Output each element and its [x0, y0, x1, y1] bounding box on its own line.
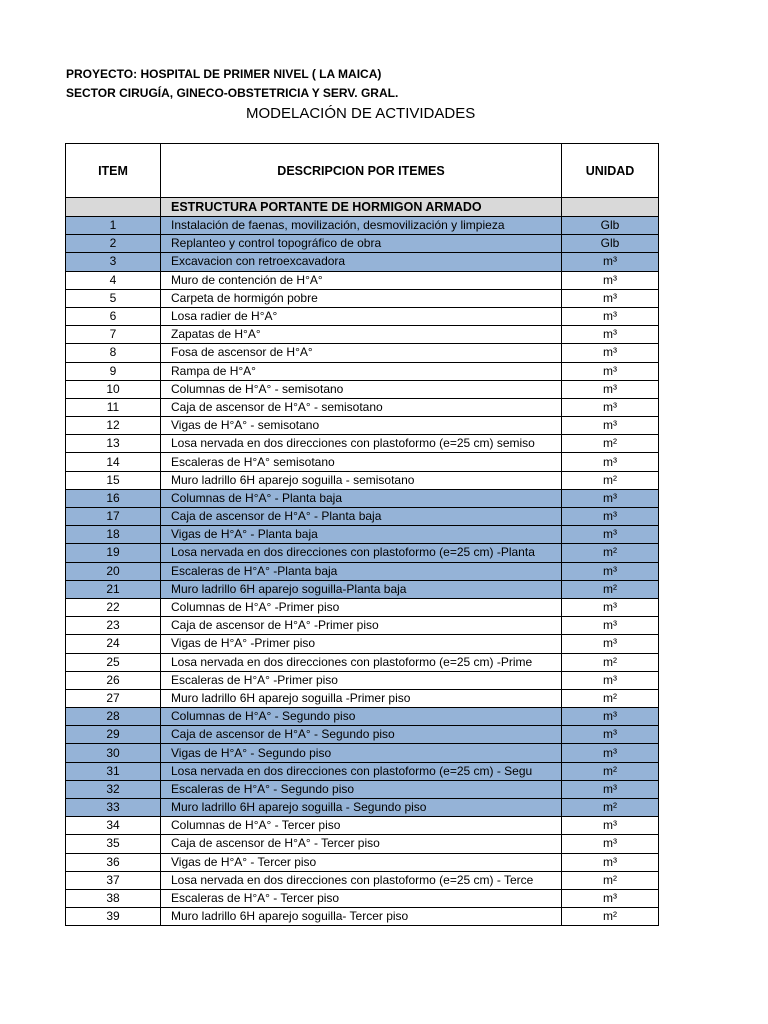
description-cell: Escaleras de H°A° - Tercer piso	[161, 889, 562, 907]
unit-cell: m³	[562, 817, 659, 835]
item-cell: 21	[66, 580, 161, 598]
item-cell: 22	[66, 598, 161, 616]
unit-cell: m²	[562, 471, 659, 489]
section-empty-cell	[66, 198, 161, 217]
item-cell: 18	[66, 526, 161, 544]
description-cell: Muro ladrillo 6H aparejo soguilla - semisotano	[161, 471, 562, 489]
table-row	[66, 762, 659, 780]
item-cell: 25	[66, 653, 161, 671]
section-empty-cell	[562, 198, 659, 217]
description-cell: Vigas de H°A° - semisotano	[161, 417, 562, 435]
item-cell: 11	[66, 398, 161, 416]
description-cell: Caja de ascensor de H°A° -Primer piso	[161, 617, 562, 635]
table-row	[66, 544, 659, 562]
unit-cell: m³	[562, 853, 659, 871]
unit-cell: m³	[562, 508, 659, 526]
item-cell: 26	[66, 671, 161, 689]
table-row	[66, 653, 659, 671]
table-row	[66, 344, 659, 362]
item-cell: 3	[66, 253, 161, 271]
description-cell: Columnas de H°A° - semisotano	[161, 380, 562, 398]
unit-cell: m²	[562, 689, 659, 707]
item-cell: 2	[66, 235, 161, 253]
description-cell: Losa nervada en dos direcciones con plastoformo (e=25 cm) semiso	[161, 435, 562, 453]
item-cell: 20	[66, 562, 161, 580]
description-cell: Escaleras de H°A° - Segundo piso	[161, 780, 562, 798]
table-header-row	[66, 144, 659, 198]
table-row	[66, 562, 659, 580]
unit-cell: m³	[562, 398, 659, 416]
unit-cell: m³	[562, 726, 659, 744]
item-cell: 13	[66, 435, 161, 453]
description-cell: Losa nervada en dos direcciones con plastoformo (e=25 cm) -Prime	[161, 653, 562, 671]
unit-cell: Glb	[562, 235, 659, 253]
item-cell: 39	[66, 908, 161, 926]
description-cell: Muro de contención de H°A°	[161, 271, 562, 289]
item-cell: 19	[66, 544, 161, 562]
description-cell: Muro ladrillo 6H aparejo soguilla - Segundo piso	[161, 799, 562, 817]
table-row	[66, 617, 659, 635]
unit-cell: m³	[562, 489, 659, 507]
description-cell: Vigas de H°A° -Primer piso	[161, 635, 562, 653]
activities-table	[65, 143, 659, 926]
item-cell: 8	[66, 344, 161, 362]
item-cell: 30	[66, 744, 161, 762]
table-row	[66, 398, 659, 416]
unit-cell: m³	[562, 780, 659, 798]
description-cell: Muro ladrillo 6H aparejo soguilla -Primer piso	[161, 689, 562, 707]
item-column-header: ITEM	[66, 144, 161, 198]
item-cell: 9	[66, 362, 161, 380]
item-cell: 37	[66, 871, 161, 889]
table-row	[66, 799, 659, 817]
table-row	[66, 526, 659, 544]
unit-cell: m³	[562, 598, 659, 616]
description-cell: Losa nervada en dos direcciones con plastoformo (e=25 cm) - Terce	[161, 871, 562, 889]
project-title: PROYECTO: HOSPITAL DE PRIMER NIVEL ( LA MAICA)	[66, 67, 382, 81]
table-row	[66, 453, 659, 471]
table-row	[66, 889, 659, 907]
description-cell: Rampa de H°A°	[161, 362, 562, 380]
table-row	[66, 508, 659, 526]
item-cell: 4	[66, 271, 161, 289]
description-cell: Caja de ascensor de H°A° - Tercer piso	[161, 835, 562, 853]
section-row	[66, 198, 659, 217]
table-row	[66, 235, 659, 253]
item-cell: 10	[66, 380, 161, 398]
description-cell: Escaleras de H°A° semisotano	[161, 453, 562, 471]
table-row	[66, 307, 659, 325]
unit-cell: m²	[562, 762, 659, 780]
unit-cell: m³	[562, 417, 659, 435]
sector-subtitle: SECTOR CIRUGÍA, GINECO-OBSTETRICIA Y SERV. GRAL.	[66, 86, 399, 100]
unit-cell: m³	[562, 253, 659, 271]
unit-cell: m³	[562, 289, 659, 307]
unit-cell: m²	[562, 908, 659, 926]
unit-column-header: UNIDAD	[562, 144, 659, 198]
description-cell: Escaleras de H°A° -Planta baja	[161, 562, 562, 580]
table-row	[66, 689, 659, 707]
table-row	[66, 326, 659, 344]
description-cell: Fosa de ascensor de H°A°	[161, 344, 562, 362]
item-cell: 1	[66, 217, 161, 235]
description-cell: Instalación de faenas, movilización, desmovilización y limpieza	[161, 217, 562, 235]
item-cell: 17	[66, 508, 161, 526]
table-row	[66, 271, 659, 289]
unit-cell: m³	[562, 380, 659, 398]
unit-cell: m³	[562, 307, 659, 325]
description-cell: Replanteo y control topográfico de obra	[161, 235, 562, 253]
table-row	[66, 835, 659, 853]
unit-cell: m³	[562, 453, 659, 471]
unit-cell: m³	[562, 744, 659, 762]
item-cell: 29	[66, 726, 161, 744]
item-cell: 27	[66, 689, 161, 707]
description-cell: Losa nervada en dos direcciones con plastoformo (e=25 cm) -Planta	[161, 544, 562, 562]
description-cell: Caja de ascensor de H°A° - semisotano	[161, 398, 562, 416]
item-cell: 16	[66, 489, 161, 507]
table-row	[66, 471, 659, 489]
description-cell: Caja de ascensor de H°A° - Segundo piso	[161, 726, 562, 744]
item-cell: 36	[66, 853, 161, 871]
item-cell: 23	[66, 617, 161, 635]
description-cell: Columnas de H°A° -Primer piso	[161, 598, 562, 616]
unit-cell: m²	[562, 544, 659, 562]
table-row	[66, 871, 659, 889]
item-cell: 28	[66, 708, 161, 726]
unit-cell: m³	[562, 526, 659, 544]
unit-cell: m³	[562, 271, 659, 289]
table-row	[66, 671, 659, 689]
unit-cell: m³	[562, 562, 659, 580]
description-cell: Vigas de H°A° - Tercer piso	[161, 853, 562, 871]
unit-cell: m³	[562, 362, 659, 380]
table-row	[66, 289, 659, 307]
description-column-header: DESCRIPCION POR ITEMES	[161, 144, 562, 198]
table-row	[66, 580, 659, 598]
description-cell: Columnas de H°A° - Planta baja	[161, 489, 562, 507]
table-row	[66, 253, 659, 271]
table-row	[66, 817, 659, 835]
description-cell: Vigas de H°A° - Segundo piso	[161, 744, 562, 762]
item-cell: 35	[66, 835, 161, 853]
item-cell: 5	[66, 289, 161, 307]
item-cell: 34	[66, 817, 161, 835]
description-cell: Losa radier de H°A°	[161, 307, 562, 325]
description-cell: Muro ladrillo 6H aparejo soguilla-Planta baja	[161, 580, 562, 598]
table-row	[66, 853, 659, 871]
item-cell: 32	[66, 780, 161, 798]
description-cell: Zapatas de H°A°	[161, 326, 562, 344]
table-row	[66, 380, 659, 398]
unit-cell: m³	[562, 708, 659, 726]
unit-cell: m²	[562, 799, 659, 817]
description-cell: Excavacion con retroexcavadora	[161, 253, 562, 271]
item-cell: 38	[66, 889, 161, 907]
unit-cell: m³	[562, 889, 659, 907]
unit-cell: m²	[562, 580, 659, 598]
table-row	[66, 598, 659, 616]
description-cell: Muro ladrillo 6H aparejo soguilla- Tercer piso	[161, 908, 562, 926]
unit-cell: m²	[562, 871, 659, 889]
description-cell: Escaleras de H°A° -Primer piso	[161, 671, 562, 689]
item-cell: 12	[66, 417, 161, 435]
item-cell: 6	[66, 307, 161, 325]
description-cell: Losa nervada en dos direcciones con plastoformo (e=25 cm) - Segu	[161, 762, 562, 780]
item-cell: 31	[66, 762, 161, 780]
table-row	[66, 435, 659, 453]
item-cell: 15	[66, 471, 161, 489]
item-cell: 24	[66, 635, 161, 653]
unit-cell: m²	[562, 435, 659, 453]
description-cell: Columnas de H°A° - Tercer piso	[161, 817, 562, 835]
item-cell: 7	[66, 326, 161, 344]
table-row	[66, 744, 659, 762]
unit-cell: m³	[562, 635, 659, 653]
section-label: ESTRUCTURA PORTANTE DE HORMIGON ARMADO	[161, 198, 562, 217]
description-cell: Caja de ascensor de H°A° - Planta baja	[161, 508, 562, 526]
table-row	[66, 780, 659, 798]
table-row	[66, 726, 659, 744]
unit-cell: m³	[562, 617, 659, 635]
unit-cell: m³	[562, 671, 659, 689]
table-row	[66, 708, 659, 726]
description-cell: Carpeta de hormigón pobre	[161, 289, 562, 307]
description-cell: Vigas de H°A° - Planta baja	[161, 526, 562, 544]
unit-cell: Glb	[562, 217, 659, 235]
table-row	[66, 362, 659, 380]
table-row	[66, 217, 659, 235]
table-row	[66, 417, 659, 435]
item-cell: 14	[66, 453, 161, 471]
table-row	[66, 908, 659, 926]
unit-cell: m³	[562, 326, 659, 344]
item-cell: 33	[66, 799, 161, 817]
document-title: MODELACIÓN DE ACTIVIDADES	[246, 105, 476, 122]
unit-cell: m²	[562, 653, 659, 671]
table-row	[66, 489, 659, 507]
unit-cell: m³	[562, 344, 659, 362]
description-cell: Columnas de H°A° - Segundo piso	[161, 708, 562, 726]
unit-cell: m³	[562, 835, 659, 853]
table-row	[66, 635, 659, 653]
